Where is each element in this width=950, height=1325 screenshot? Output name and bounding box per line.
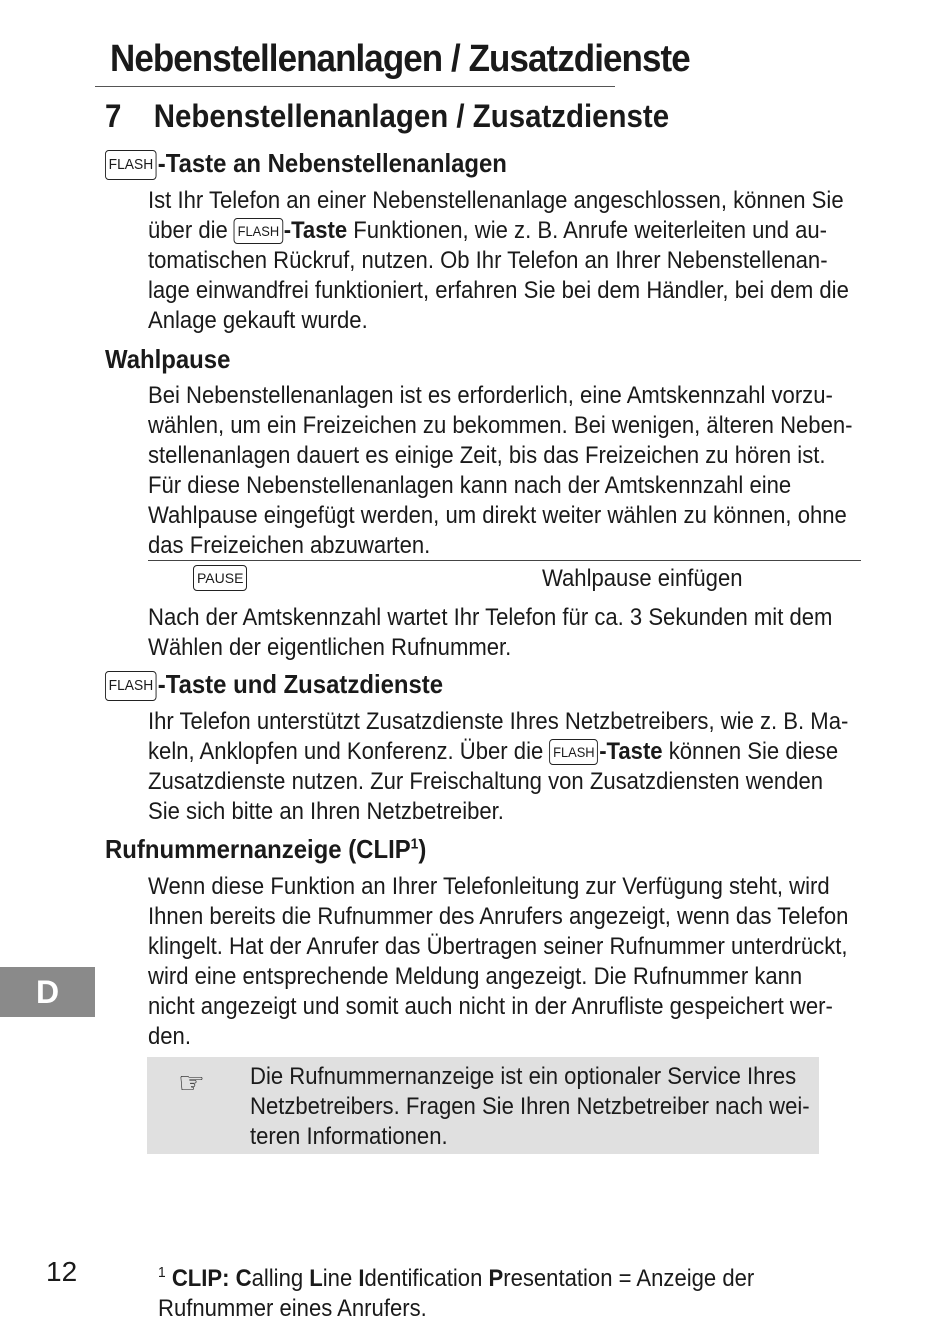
- page-number: 12: [46, 1256, 78, 1287]
- text-fragment: resentation = Anzeige der: [503, 1265, 755, 1292]
- bold-text: -Taste: [599, 738, 663, 765]
- bold-text: CLIP:: [171, 1265, 230, 1292]
- text-line: Nach der Amtskennzahl wartet Ihr Telefon für ca. 3 Sekunden mit dem: [148, 604, 833, 631]
- text-line: tomatischen Rückruf, nutzen. Ob Ihr Telefon an Ihrer Nebenstellenan-: [148, 247, 828, 274]
- heading-flash-nebenstellen: [105, 148, 507, 180]
- text-line: Bei Nebenstellenanlagen ist es erforderlich, eine Amtskennzahl vorzu-: [148, 382, 833, 409]
- text-line: [148, 216, 847, 246]
- pause-key-description: Wahlpause einfügen: [542, 565, 743, 592]
- pause-key-icon: PAUSE: [193, 565, 247, 591]
- paragraph-wahlpause-after: [148, 603, 847, 663]
- footnote: [158, 1258, 754, 1324]
- bold-text: -Taste: [283, 217, 348, 244]
- footnote-marker: 1: [158, 1264, 166, 1281]
- text-line: Ihr Telefon unterstützt Zusatzdienste Ihres Netzbetreibers, wie z. B. Ma-: [148, 708, 849, 735]
- text-line: den.: [148, 1023, 191, 1050]
- flash-key-icon: FLASH: [105, 671, 157, 701]
- text-line: stellenanlagen dauert es einige Zeit, bis das Freizeichen zu hören ist.: [148, 442, 826, 469]
- text-line: Wenn diese Funktion an Ihrer Telefonleitung zur Verfügung steht, wird: [148, 873, 830, 900]
- bold-text: C: [235, 1265, 252, 1292]
- text-fragment: können Sie diese: [662, 738, 839, 765]
- text-line: Sie sich bitte an Ihren Netzbetreiber.: [148, 798, 504, 825]
- footnote-ref: 1: [410, 835, 419, 853]
- heading-clip: [105, 834, 426, 865]
- paragraph-clip: [148, 872, 847, 1052]
- text-line: Wählen der eigentlichen Rufnummer.: [148, 634, 512, 661]
- chapter-title: Nebenstellenanlagen / Zusatzdienste: [153, 98, 670, 134]
- chapter-heading: [105, 98, 669, 135]
- text-line: nicht angezeigt und somit auch nicht in der Anrufliste gespeichert wer-: [148, 993, 833, 1020]
- pointing-hand-icon: ☞: [178, 1067, 205, 1100]
- paragraph-flash-nebenstellen: [148, 186, 847, 336]
- text-line: Wahlpause eingefügt werden, um direkt weiter wählen zu können, ohne: [148, 502, 847, 529]
- text-fragment: ine: [322, 1265, 359, 1292]
- text-fragment: über die: [148, 217, 234, 244]
- bold-text: P: [488, 1265, 504, 1292]
- title-divider: [95, 86, 615, 87]
- paragraph-wahlpause: [148, 381, 853, 561]
- flash-key-icon: FLASH: [105, 150, 157, 180]
- text-line: Netzbetreibers. Fragen Sie Ihren Netzbetreiber nach wei-: [250, 1093, 810, 1120]
- chapter-number: 7: [105, 98, 122, 134]
- text-line: [148, 737, 847, 767]
- heading-clip-close: ): [418, 834, 427, 864]
- text-fragment: keln, Anklopfen und Konferenz. Über die: [148, 738, 550, 765]
- text-fragment: Funktionen, wie z. B. Anrufe weiterleiten und au-: [347, 217, 828, 244]
- text-line: das Freizeichen abzuwarten.: [148, 532, 431, 559]
- text-line: Zusatzdienste nutzen. Zur Freischaltung von Zusatzdiensten wenden: [148, 768, 824, 795]
- text-line: Rufnummer eines Anrufers.: [158, 1295, 427, 1322]
- running-title: Nebenstellenanlagen / Zusatzdienste: [110, 38, 690, 80]
- heading-wahlpause: Wahlpause: [105, 344, 231, 374]
- note-text: [250, 1062, 810, 1152]
- pause-key-row: [193, 565, 248, 591]
- heading-flash-zusatzdienste-text: -Taste und Zusatzdienste: [157, 669, 444, 699]
- text-line: Ihnen bereits die Rufnummer des Anrufers angezeigt, wenn das Telefon: [148, 903, 849, 930]
- text-line: Die Rufnummernanzeige ist ein optionaler Service Ihres: [250, 1063, 797, 1090]
- heading-flash-zusatzdienste: [105, 669, 443, 701]
- text-line: lage einwandfrei funktioniert, erfahren Sie bei dem Händler, bei dem die: [148, 277, 849, 304]
- text-line: teren Informationen.: [250, 1123, 448, 1150]
- paragraph-zusatzdienste: [148, 707, 847, 827]
- text-line: [158, 1258, 754, 1294]
- text-line: klingelt. Hat der Anrufer das Übertragen seiner Rufnummer unterdrückt,: [148, 933, 848, 960]
- flash-key-icon: FLASH: [549, 739, 598, 765]
- table-divider: [148, 560, 861, 561]
- bold-text: L: [309, 1265, 323, 1292]
- heading-clip-text: Rufnummernanzeige (CLIP: [105, 834, 411, 864]
- text-line: wählen, um ein Freizeichen zu bekommen. Bei wenigen, älteren Neben-: [148, 412, 853, 439]
- flash-key-icon: FLASH: [234, 218, 283, 244]
- bold-text: I: [358, 1265, 365, 1292]
- text-line: Für diese Nebenstellenanlagen kann nach der Amtskennzahl eine: [148, 472, 792, 499]
- text-fragment: alling: [251, 1265, 310, 1292]
- text-fragment: dentification: [364, 1265, 489, 1292]
- language-tab: D: [0, 967, 95, 1017]
- text-line: Ist Ihr Telefon an einer Nebenstellenanlage angeschlossen, können Sie: [148, 187, 844, 214]
- text-line: wird eine entsprechende Meldung angezeigt. Die Rufnummer kann: [148, 963, 803, 990]
- heading-flash-nebenstellen-text: -Taste an Nebenstellenanlagen: [157, 148, 507, 178]
- text-line: Anlage gekauft wurde.: [148, 307, 368, 334]
